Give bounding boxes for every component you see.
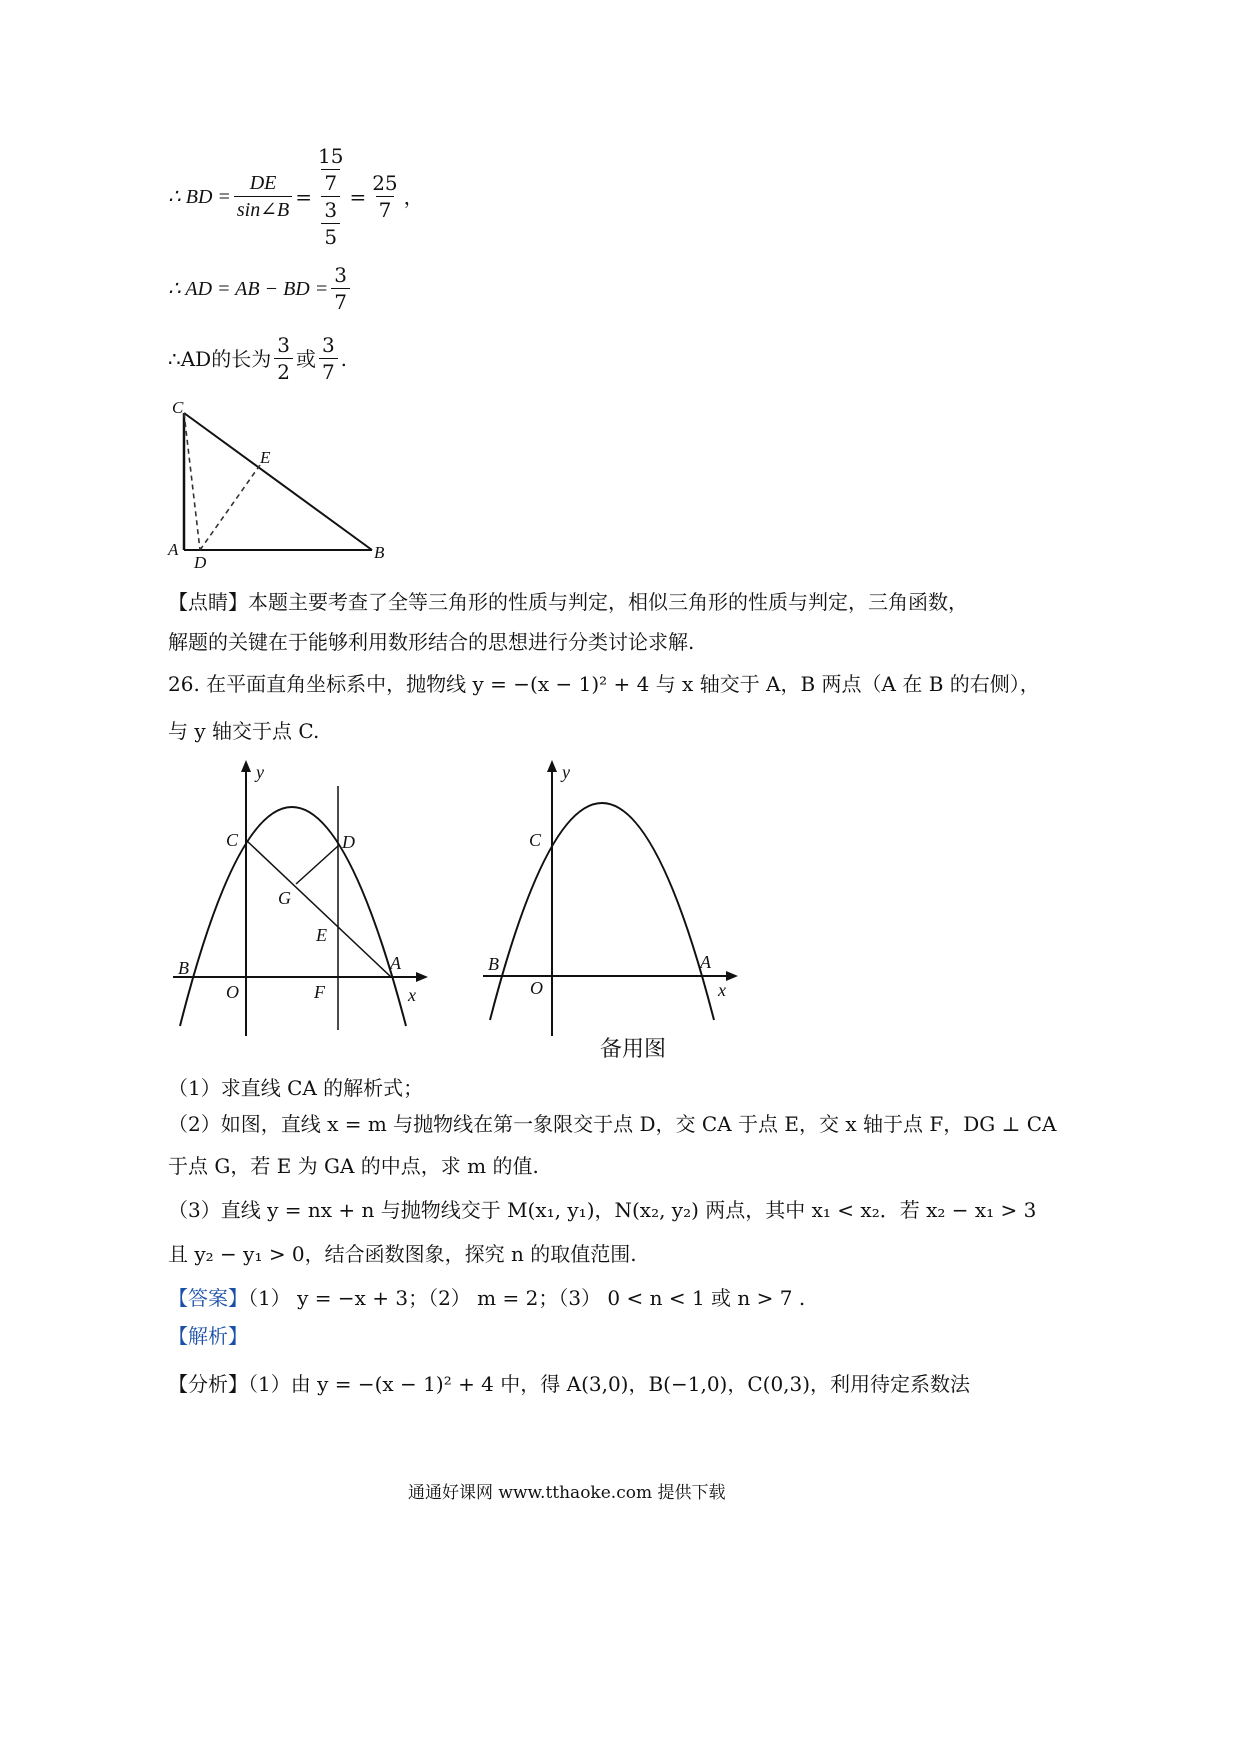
label-c: C (172, 398, 184, 417)
equals-sign: = (295, 184, 312, 209)
parabola (180, 807, 406, 1026)
nested-num-den: 7 (321, 169, 340, 196)
nested-num-num: 15 (317, 144, 344, 168)
dash-de (200, 465, 260, 550)
label-a: A (700, 952, 711, 972)
nested-den-den: 5 (321, 223, 340, 250)
equation-bd (168, 143, 424, 250)
label-y: y (256, 762, 264, 782)
label-o: O (226, 982, 239, 1002)
label-d: D (342, 832, 355, 852)
side-cb (184, 413, 372, 550)
f2-num: 3 (321, 333, 335, 357)
analysis-text: （1）由 y = −(x − 1)² + 4 中，得 A(3,0)，B(−1,0)，C(0,3)，利用待定系数法 (248, 1372, 971, 1396)
line-dg (296, 846, 338, 884)
f1-den: 2 (274, 358, 293, 385)
sub-question-2-line1: （2）如图，直线 x = m 与抛物线在第一象限交于点 D，交 CA 于点 E，交 x 轴于点 F，DG ⊥ CA (168, 1112, 1057, 1136)
label-o: O (530, 978, 543, 998)
label-b: B (488, 954, 499, 974)
dash-cd (184, 413, 200, 550)
sub-question-1: （1）求直线 CA 的解析式； (168, 1076, 424, 1100)
res-num: 25 (372, 171, 398, 195)
eq2-prefix: ∴ AD = AB − BD = (168, 277, 329, 300)
eq-prefix: ∴ BD = (168, 185, 231, 208)
fraction-3-7 (331, 262, 350, 315)
frac2-num: 3 (334, 263, 347, 287)
label-b: B (374, 543, 385, 562)
fraction-3-2 (274, 332, 293, 385)
x-axis-arrow (726, 971, 738, 981)
label-c: C (529, 830, 542, 850)
fraction-result (369, 170, 400, 223)
y-axis-arrow (547, 760, 557, 772)
frac-den: sin∠B (234, 196, 292, 223)
comma: ， (403, 184, 424, 209)
label-g: G (278, 888, 291, 908)
label-f: F (314, 982, 325, 1002)
label-a: A (168, 540, 179, 559)
answer-label: 【答案】 (168, 1286, 248, 1310)
sub-question-3-line2: 且 y₂ − y₁ > 0，结合函数图象，探究 n 的取值范围. (168, 1242, 637, 1266)
sub-question-2-line2: 于点 G，若 E 为 GA 的中点，求 m 的值. (168, 1154, 539, 1178)
fraction-de-sinb (234, 170, 292, 223)
sub-question-3-line1: （3）直线 y = nx + n 与抛物线交于 M(x₁, y₁)，N(x₂, y₂) 两点，其中 x₁ < x₂．若 x₂ − x₁ > 3 (168, 1198, 1037, 1222)
label-e: E (260, 448, 271, 467)
label-e: E (316, 925, 327, 945)
triangle-figure (160, 395, 400, 575)
label-x: x (718, 980, 726, 1000)
conclusion-or: 或 (295, 346, 316, 371)
conclusion-ad (168, 332, 347, 385)
frac-num: DE (249, 172, 277, 194)
spare-parabola-figure (478, 758, 748, 1048)
label-b: B (178, 958, 189, 978)
comment-line1: 【点睛】本题主要考查了全等三角形的性质与判定，相似三角形的性质与判定，三角函数， (168, 590, 968, 614)
footer-text: 通通好课网 www.tthaoke.com 提供下载 (408, 1483, 726, 1503)
f2-den: 7 (319, 358, 338, 385)
q26-line1: 26. 在平面直角坐标系中，抛物线 y = −(x − 1)² + 4 与 x 轴交于 A，B 两点（A 在 B 的右侧）， (168, 672, 1040, 696)
period: . (340, 346, 348, 371)
nested-den-num: 3 (324, 198, 338, 222)
analysis-tag: 【分析】 (168, 1372, 248, 1396)
label-d: D (194, 553, 207, 572)
y-axis-arrow (241, 760, 251, 772)
label-y: y (562, 762, 570, 782)
answer-text: （1） y = −x + 3；（2） m = 2；（3） 0 < n < 1 或 n > 7 . (248, 1286, 806, 1310)
equals-sign-2: = (349, 184, 367, 209)
analysis-label: 【解析】 (168, 1324, 248, 1348)
spare-figure-caption: 备用图 (600, 1037, 667, 1062)
fraction-3-7-b (319, 332, 338, 385)
q26-line2: 与 y 轴交于点 C. (168, 719, 320, 743)
conclusion-prefix: ∴AD的长为 (168, 346, 272, 371)
parabola (490, 803, 714, 1020)
nested-fraction (315, 143, 346, 250)
equation-ad (168, 262, 353, 315)
analysis-line (168, 1370, 970, 1398)
res-den: 7 (376, 196, 395, 223)
answer-line (168, 1284, 805, 1312)
x-axis-arrow (416, 972, 428, 982)
label-x: x (408, 985, 416, 1005)
frac2-den: 7 (331, 288, 350, 315)
parabola-figure (168, 758, 438, 1048)
comment-line2: 解题的关键在于能够利用数形结合的思想进行分类讨论求解. (168, 630, 695, 654)
f1-num: 3 (277, 333, 290, 357)
label-c: C (226, 830, 239, 850)
label-a: A (390, 953, 401, 973)
